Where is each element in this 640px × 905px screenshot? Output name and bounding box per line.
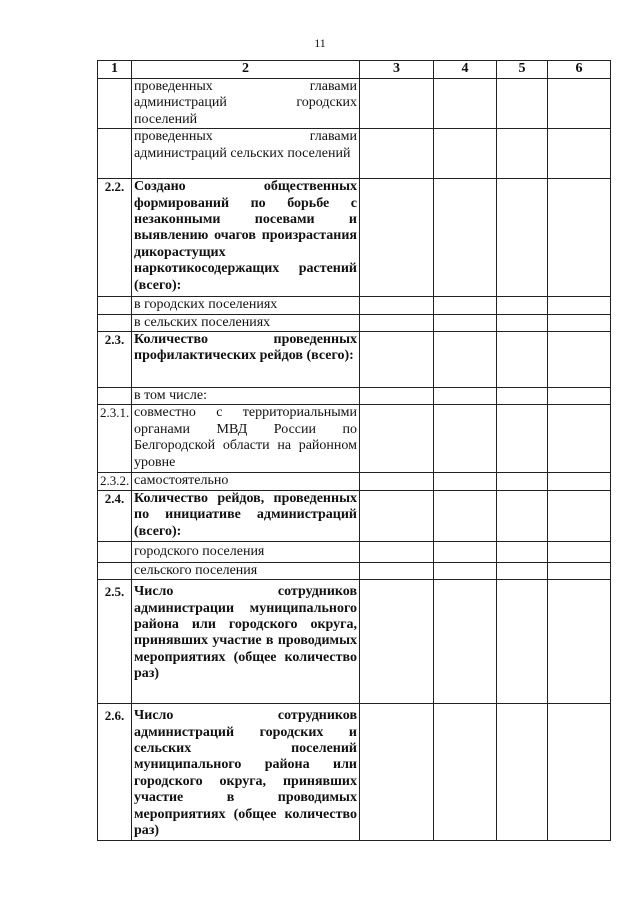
row-text: совместно с территориальными органами МВД России по Белгородской области на районном уровне bbox=[132, 405, 360, 473]
empty-cell bbox=[360, 580, 434, 704]
empty-cell bbox=[548, 490, 611, 541]
empty-cell bbox=[360, 490, 434, 541]
empty-cell bbox=[548, 405, 611, 473]
table-row bbox=[98, 332, 611, 388]
empty-cell bbox=[548, 580, 611, 704]
row-text: Количество проведенных профилактических рейдов (всего): bbox=[132, 332, 360, 388]
table-row bbox=[98, 405, 611, 473]
table-row bbox=[98, 562, 611, 579]
table-row bbox=[98, 297, 611, 314]
empty-cell bbox=[497, 297, 548, 314]
column-header: 5 bbox=[497, 61, 548, 79]
empty-cell bbox=[360, 79, 434, 129]
table-row bbox=[98, 179, 611, 297]
empty-cell bbox=[497, 704, 548, 841]
column-header: 1 bbox=[98, 61, 132, 79]
empty-cell bbox=[434, 332, 497, 388]
row-number: 2.6. bbox=[98, 704, 132, 841]
column-header: 3 bbox=[360, 61, 434, 79]
table-header-row bbox=[98, 61, 611, 79]
empty-cell bbox=[434, 79, 497, 129]
empty-cell bbox=[548, 388, 611, 405]
empty-cell bbox=[360, 473, 434, 490]
empty-cell bbox=[497, 314, 548, 331]
empty-cell bbox=[360, 562, 434, 579]
row-number bbox=[98, 79, 132, 129]
table-row bbox=[98, 541, 611, 562]
empty-cell bbox=[434, 704, 497, 841]
empty-cell bbox=[548, 704, 611, 841]
empty-cell bbox=[497, 405, 548, 473]
empty-cell bbox=[434, 490, 497, 541]
empty-cell bbox=[497, 129, 548, 179]
empty-cell bbox=[497, 490, 548, 541]
empty-cell bbox=[497, 562, 548, 579]
row-text: Число сотрудников администрации муниципального района или городского округа, принявших участие в проводимых мероприятиях (общее количество раз) bbox=[132, 580, 360, 704]
empty-cell bbox=[434, 580, 497, 704]
empty-cell bbox=[434, 297, 497, 314]
row-text: проведенных главами администраций сельских поселений bbox=[132, 129, 360, 179]
row-number: 2.5. bbox=[98, 580, 132, 704]
table-row bbox=[98, 490, 611, 541]
row-text: в городских поселениях bbox=[132, 297, 360, 314]
row-number: 2.2. bbox=[98, 179, 132, 297]
empty-cell bbox=[360, 704, 434, 841]
row-text: Создано общественных формирований по борьбе с незаконными посевами и выявлению очагов произрастания дикорастущих наркотикосодержащих растений (всего): bbox=[132, 179, 360, 297]
row-number: 2.3.1. bbox=[98, 405, 132, 473]
row-number bbox=[98, 314, 132, 331]
empty-cell bbox=[360, 332, 434, 388]
empty-cell bbox=[548, 332, 611, 388]
table-row bbox=[98, 314, 611, 331]
row-number: 2.3. bbox=[98, 332, 132, 388]
table-row bbox=[98, 388, 611, 405]
empty-cell bbox=[497, 580, 548, 704]
empty-cell bbox=[434, 388, 497, 405]
table-row bbox=[98, 580, 611, 704]
empty-cell bbox=[548, 129, 611, 179]
row-text: проведенных главами администраций городских поселений bbox=[132, 79, 360, 129]
empty-cell bbox=[497, 541, 548, 562]
empty-cell bbox=[548, 562, 611, 579]
empty-cell bbox=[497, 332, 548, 388]
row-number: 2.4. bbox=[98, 490, 132, 541]
column-header: 4 bbox=[434, 61, 497, 79]
page-number: 11 bbox=[314, 36, 326, 50]
empty-cell bbox=[360, 388, 434, 405]
table-row bbox=[98, 129, 611, 179]
empty-cell bbox=[497, 473, 548, 490]
column-header: 6 bbox=[548, 61, 611, 79]
report-table bbox=[97, 60, 611, 841]
empty-cell bbox=[360, 179, 434, 297]
row-text: самостоятельно bbox=[132, 473, 360, 490]
table-row bbox=[98, 473, 611, 490]
row-number bbox=[98, 541, 132, 562]
table-row bbox=[98, 79, 611, 129]
row-number bbox=[98, 129, 132, 179]
empty-cell bbox=[497, 179, 548, 297]
empty-cell bbox=[360, 541, 434, 562]
column-header: 2 bbox=[132, 61, 360, 79]
row-number: 2.3.2. bbox=[98, 473, 132, 490]
row-text: в сельских поселениях bbox=[132, 314, 360, 331]
empty-cell bbox=[434, 562, 497, 579]
row-text: городского поселения bbox=[132, 541, 360, 562]
empty-cell bbox=[548, 473, 611, 490]
row-number bbox=[98, 562, 132, 579]
row-text: сельского поселения bbox=[132, 562, 360, 579]
empty-cell bbox=[434, 179, 497, 297]
empty-cell bbox=[497, 388, 548, 405]
empty-cell bbox=[360, 314, 434, 331]
empty-cell bbox=[548, 179, 611, 297]
empty-cell bbox=[434, 473, 497, 490]
empty-cell bbox=[434, 405, 497, 473]
row-text: Число сотрудников администраций городских и сельских поселений муниципального района или городского округа, принявших участие в проводимых мероприятиях (общее количество раз) bbox=[132, 704, 360, 841]
empty-cell bbox=[360, 129, 434, 179]
empty-cell bbox=[548, 79, 611, 129]
empty-cell bbox=[548, 314, 611, 331]
row-text: Количество рейдов, проведенных по инициативе администраций (всего): bbox=[132, 490, 360, 541]
empty-cell bbox=[434, 129, 497, 179]
empty-cell bbox=[434, 541, 497, 562]
empty-cell bbox=[548, 541, 611, 562]
row-text: в том числе: bbox=[132, 388, 360, 405]
empty-cell bbox=[434, 314, 497, 331]
empty-cell bbox=[497, 79, 548, 129]
empty-cell bbox=[548, 297, 611, 314]
empty-cell bbox=[360, 297, 434, 314]
empty-cell bbox=[360, 405, 434, 473]
table-row bbox=[98, 704, 611, 841]
row-number bbox=[98, 388, 132, 405]
row-number bbox=[98, 297, 132, 314]
